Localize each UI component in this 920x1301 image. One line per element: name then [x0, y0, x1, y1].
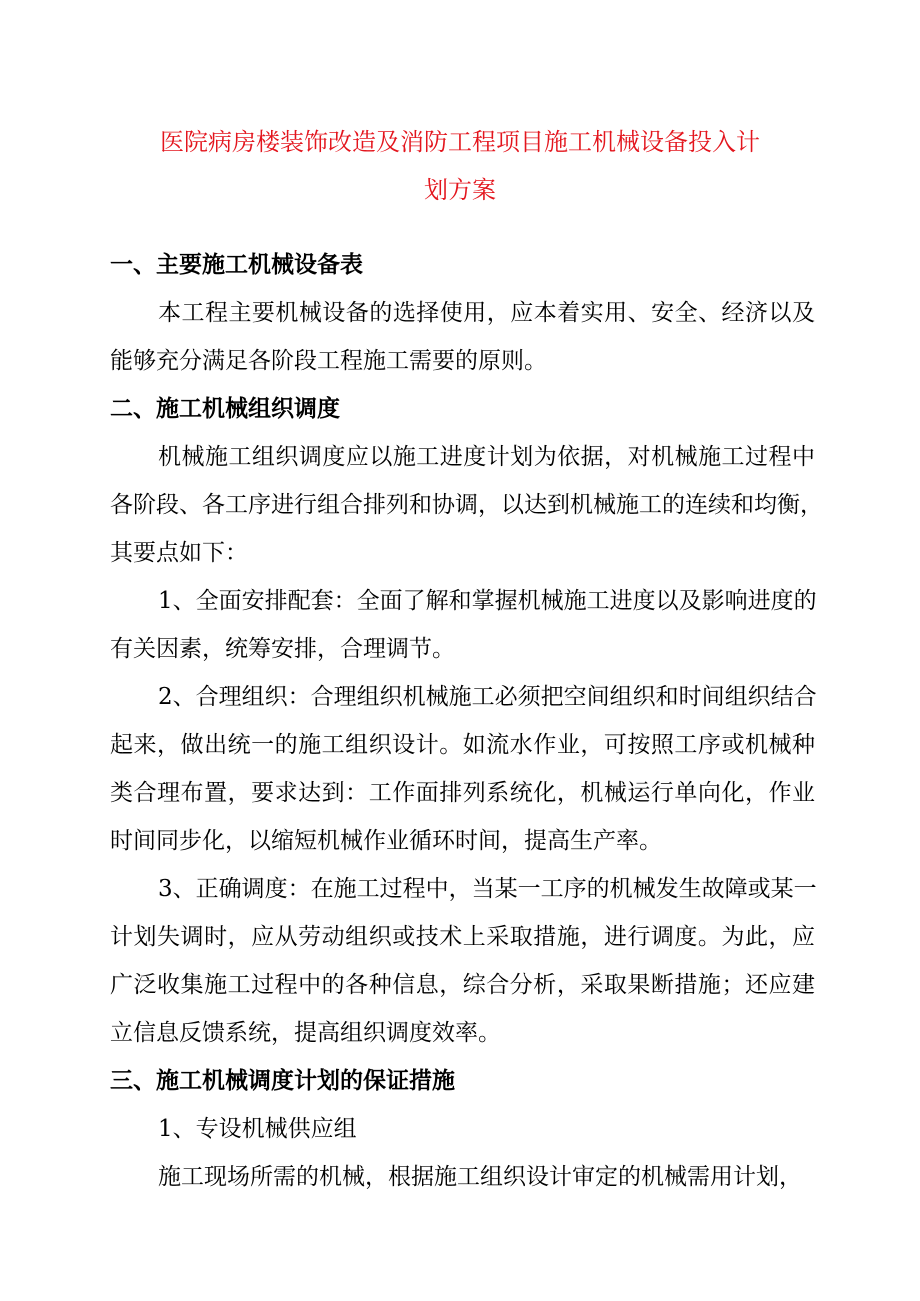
title-line: 医院病房楼装饰改造及消防工程项目施工机械设备投入计 [160, 128, 760, 156]
paragraph-line: 各阶段、各工序进行组合排列和协调，以达到机械施工的连续和均衡， [110, 492, 823, 518]
paragraph-line: 其要点如下： [110, 540, 248, 566]
section-heading: 一、主要施工机械设备表 [110, 252, 363, 278]
paragraph-line: 1、专设机械供应组 [158, 1116, 357, 1142]
paragraph-line: 能够充分满足各阶段工程施工需要的原则。 [110, 348, 547, 374]
paragraph-line: 2、合理组织：合理组织机械施工必须把空间组织和时间组织结合 [158, 684, 817, 710]
paragraph-line: 立信息反馈系统，提高组织调度效率。 [110, 1020, 501, 1046]
paragraph-line: 有关因素，统筹安排，合理调节。 [110, 636, 455, 662]
document-title [0, 118, 920, 214]
paragraph-line: 机械施工组织调度应以施工进度计划为依据，对机械施工过程中 [158, 444, 815, 470]
title-line: 划方案 [424, 176, 496, 204]
paragraph-line: 起来，做出统一的施工组织设计。如流水作业，可按照工序或机械种 [110, 732, 815, 758]
paragraph-line: 本工程主要机械设备的选择使用，应本着实用、安全、经济以及 [158, 300, 815, 326]
section-heading: 二、施工机械组织调度 [110, 396, 340, 422]
paragraph-line: 广泛收集施工过程中的各种信息，综合分析，采取果断措施；还应建 [110, 972, 815, 998]
paragraph-line: 计划失调时，应从劳动组织或技术上采取措施，进行调度。为此，应 [110, 924, 815, 950]
paragraph-line: 时间同步化，以缩短机械作业循环时间，提高生产率。 [110, 828, 662, 854]
paragraph-line: 类合理布置，要求达到：工作面排列系统化，机械运行单向化，作业 [110, 780, 815, 806]
section-heading: 三、施工机械调度计划的保证措施 [110, 1068, 455, 1094]
paragraph-line: 3、正确调度：在施工过程中，当某一工序的机械发生故障或某一 [158, 876, 817, 902]
paragraph-line: 1、全面安排配套：全面了解和掌握机械施工进度以及影响进度的 [158, 588, 817, 614]
paragraph-line: 施工现场所需的机械，根据施工组织设计审定的机械需用计划， [158, 1164, 802, 1190]
document-body [110, 241, 823, 1201]
